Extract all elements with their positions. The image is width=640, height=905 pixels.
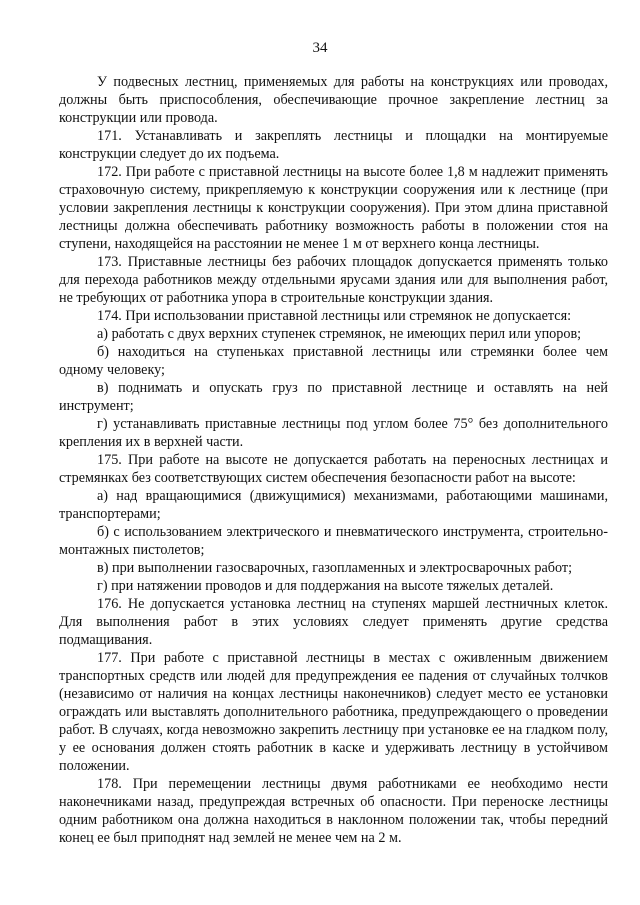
list-item-175v: в) при выполнении газосварочных, газопламенных и электросварочных работ; (97, 560, 573, 576)
paragraph-174: 174. При использовании приставной лестницы или стремянок не допускается: (97, 308, 572, 324)
paragraph-171: 171. Устанавливать и закреплять лестницы и площадки на монтируемые конструкции следует до их подъема. (59, 128, 608, 162)
document-body (59, 73, 608, 847)
paragraph-173: 173. Приставные лестницы без рабочих площадок допускается применять только для перехода работников между отдельными ярусами здания или для выполнения работ, не требующих от работника упора в строительные конструкции здания. (59, 254, 608, 306)
list-item-174g: г) устанавливать приставные лестницы под углом более 75° без дополнительного крепления их в верхней части. (59, 416, 608, 450)
list-item-174b: б) находиться на ступеньках приставной лестницы или стремянки более чем одному человеку; (59, 344, 608, 378)
page-number: 34 (312, 40, 328, 56)
list-item-175g: г) при натяжении проводов и для поддержания на высоте тяжелых деталей. (97, 578, 554, 594)
list-item-174v: в) поднимать и опускать груз по приставной лестнице и оставлять на ней инструмент; (59, 380, 608, 414)
list-item-174a: а) работать с двух верхних ступенек стремянок, не имеющих перил или упоров; (97, 326, 582, 342)
list-item-175a: а) над вращающимися (движущимися) механизмами, работающими машинами, транспортерами; (59, 488, 608, 522)
paragraph-172: 172. При работе с приставной лестницы на высоте более 1,8 м надлежит применять страховочную систему, прикрепляемую к конструкции сооружения или к лестнице (при условии закрепления лестницы к конструкции сооружения). При этом длина приставной лестницы должна обеспечивать работнику возможность работы в положении стоя на ступени, находящейся на расстоянии не менее 1 м от верхнего конца лестницы. (59, 164, 608, 252)
paragraph-178: 178. При перемещении лестницы двумя работниками ее необходимо нести наконечниками назад, предупреждая встречных об опасности. При переноске лестницы одним работником она должна находиться в наклонном положении так, чтобы передний конец ее был приподнят над землей не менее чем на 2 м. (59, 776, 608, 846)
paragraph-intro: У подвесных лестниц, применяемых для работы на конструкциях или проводах, должны быть приспособления, обеспечивающие прочное закрепление лестниц за конструкции или провода. (59, 74, 608, 126)
paragraph-177: 177. При работе с приставной лестницы в местах с оживленным движением транспортных средств или людей для предупреждения ее падения от случайных толчков (независимо от наличия на концах лестницы наконечников) следует место ее установки ограждать или выставлять дополнительного работника, предупреждающего о проведении работ. В случаях, когда невозможно закрепить лестницу при установке ее на гладком полу, у ее основания должен стоять работник в каске и удерживать лестницу в устойчивом положении. (59, 650, 608, 774)
list-item-175b: б) с использованием электрического и пневматического инструмента, строительно-монтажных пистолетов; (59, 524, 608, 558)
paragraph-175: 175. При работе на высоте не допускается работать на переносных лестницах и стремянках без соответствующих систем обеспечения безопасности работ на высоте: (59, 452, 608, 486)
paragraph-176: 176. Не допускается установка лестниц на ступенях маршей лестничных клеток. Для выполнения работ в этих условиях следует применять другие средства подмащивания. (59, 596, 608, 648)
